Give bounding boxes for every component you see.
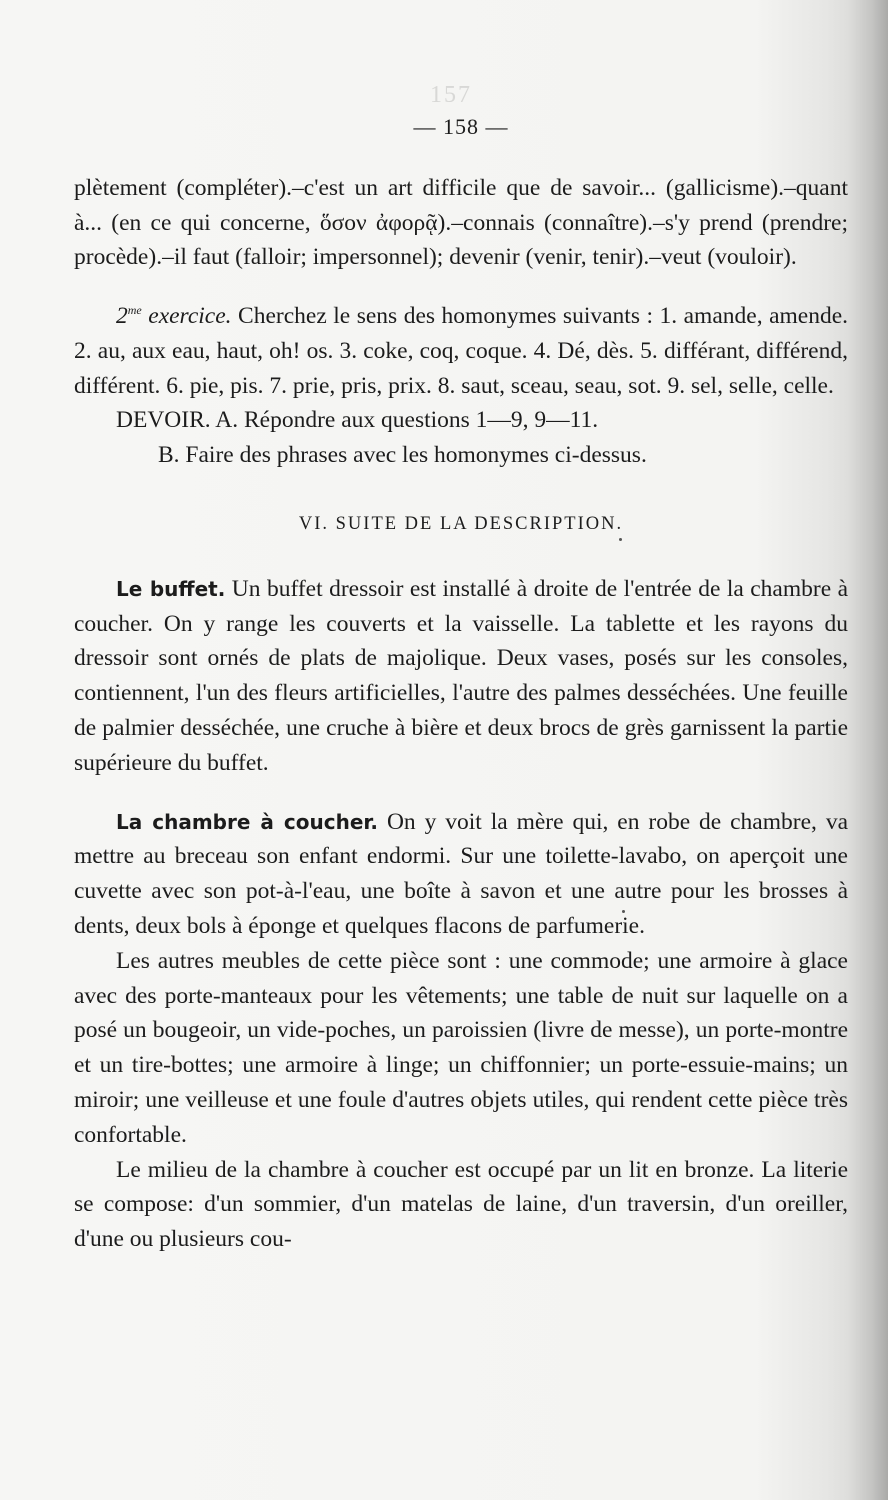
devoir-line-b: B. Faire des phrases avec les homonymes ci-dessus. — [158, 442, 647, 469]
paper-speck — [619, 538, 622, 541]
intro-paragraph: plètement (compléter).–c'est un art difficile que de savoir... (gallicisme).–quant à... (en ce qui concerne, ὅσον ἀφορᾷ).–connais (connaître).–s'y prend (prendre; procède).–il faut (falloir; impersonnel); devenir (venir, tenir).–veut (vouloir). — [74, 174, 848, 271]
exercise-paragraph — [74, 293, 848, 403]
exercise-text: Cherchez le sens des homonymes suivants : 1. amande, amende. 2. au, aux eau, haut, oh! os. 3. coke, coq, coque. 4. Dé, dès. 5. différant, différend, différent. 6. pie, pis. 7. prie, pris, prix. 8. saut, sceau, seau, sot. 9. sel, selle, celle. — [74, 303, 849, 399]
paper-speck — [622, 910, 625, 913]
buffet-paragraph — [74, 572, 848, 781]
show-through-page-number: 157 — [430, 82, 472, 108]
buffet-text: Un buffet dressoir est installé à droite de l'entrée de la chambre à coucher. On y range les couverts et la vaisselle. La tablette et les rayons du dressoir sont ornés de plats de majolique. Deux vases, posés sur les consoles, contiennent, l'un des fleurs artificielles, l'autre des palmes desséchées. Une feuille de palmier desséchée, une cruche à bière et deux brocs de grès garnissent la partie supérieure du buffet. — [74, 575, 849, 776]
chambre-paragraph — [74, 805, 848, 944]
devoir-line-a — [74, 403, 848, 438]
chambre-heading: La chambre à coucher. — [116, 809, 379, 834]
page-number: — 158 — — [413, 114, 509, 139]
page-binding-shadow — [848, 0, 888, 1500]
page-content — [74, 110, 848, 1257]
exercise-title: exercice. — [148, 303, 232, 330]
devoir-a-text: A. Répondre aux questions 1—9, 9—11. — [215, 407, 599, 434]
chambre-text: On y voit la mère qui, en robe de chambre, va mettre au breceau son enfant endormi. Sur une toilette-lavabo, on aperçoit une cuvette avec son pot-à-l'eau, une boîte à savon et une autre pour les brosses à dents, deux bols à éponge et quelques flacons de parfumerie. — [74, 808, 848, 939]
devoir-label: DEVOIR. — [116, 407, 211, 434]
buffet-heading: Le buffet. — [116, 576, 226, 601]
exercise-number: $2^{me}$ — [116, 303, 142, 330]
section-title: VI. SUITE DE LA DESCRIPTION. — [298, 514, 624, 534]
exercise-number-suffix: me — [127, 303, 142, 318]
meubles-paragraph: Les autres meubles de cette pièce sont : une commode; une armoire à glace avec des porte-manteaux pour les vêtements; une table de nuit sur laquelle on a posé un bougeoir, un vide-poches, un paroissien (livre de messe), un porte-montre et un tire-bottes; une armoire à linge; un chiffonnier; un porte-essuie-mains; un miroir; une veilleuse et une foule d'autres objets utiles, qui rendent cette pièce très confortable. — [74, 947, 848, 1148]
milieu-paragraph: Le milieu de la chambre à coucher est occupé par un lit en bronze. La literie se compose: d'un sommier, d'un matelas de laine, d'un traversin, d'un oreiller, d'une ou plusieurs cou- — [74, 1156, 848, 1253]
